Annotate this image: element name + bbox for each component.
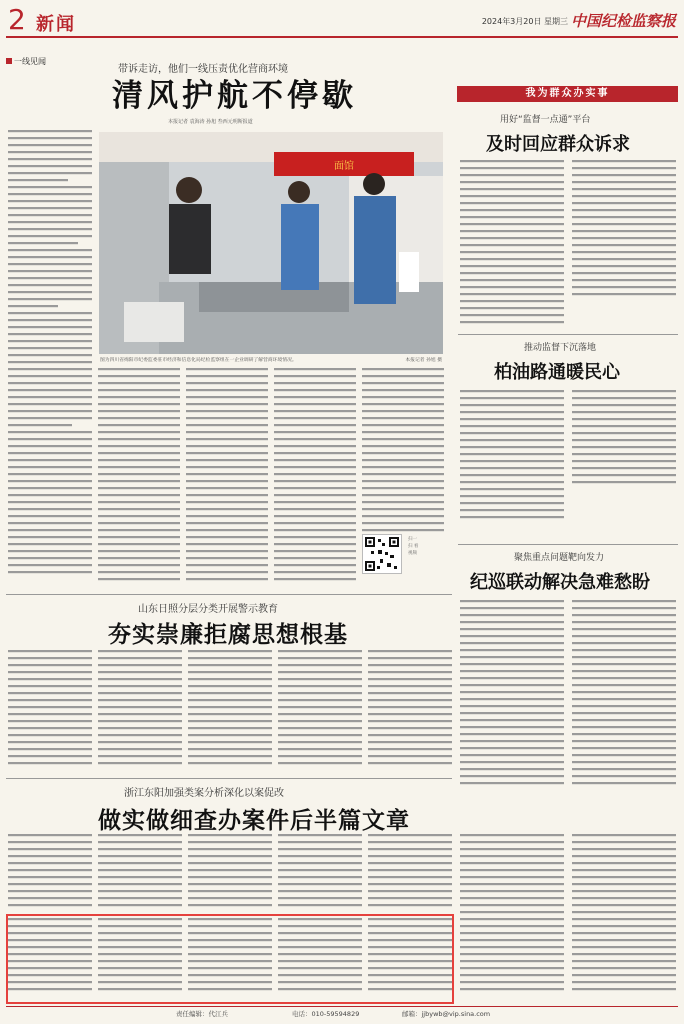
caption-credit: 本报记者 孙旭 摄	[405, 358, 442, 363]
column-tag	[6, 56, 46, 67]
text-column	[8, 130, 92, 580]
highlight-box	[6, 914, 454, 1004]
text-columns	[460, 600, 678, 800]
article-title: 柏油路通暖民心	[494, 362, 620, 383]
qr-code-graphic	[363, 535, 401, 573]
page-footer	[6, 1006, 678, 1020]
text-columns	[460, 160, 678, 330]
photo-sign: 面馆	[334, 161, 354, 172]
top-article-title: 清风护航不停歇	[112, 78, 357, 114]
text-lines-graphic	[460, 600, 678, 800]
page-header	[6, 4, 678, 38]
text-lines-graphic	[8, 650, 452, 774]
news-photo	[99, 132, 443, 354]
text-lines-graphic	[460, 390, 678, 526]
newspaper-logo: 中国纪检监察报	[570, 12, 676, 30]
right-column-banner: 我为群众办实事	[457, 86, 678, 102]
footer-email: 邮箱：jjbywb@vip.sina.com	[402, 1010, 491, 1018]
qr-caption: 扫一扫 看视频	[408, 537, 419, 556]
top-article-byline: 本报记者 袁海涛 孙旭 叁西元明斯报道	[168, 119, 253, 125]
divider	[458, 544, 678, 545]
bottom-article-subtitle: 浙江东阳加强类案分析深化以案促改	[124, 788, 284, 799]
article-subtitle: 聚焦重点问题靶向发力	[514, 553, 605, 563]
photo-caption	[100, 357, 442, 364]
divider	[6, 594, 452, 595]
footer-phone: 电话：010-59594829	[292, 1010, 360, 1018]
photo-illustration	[99, 132, 443, 354]
footer-editor: 责任编辑：代江兵	[176, 1010, 228, 1018]
text-lines-graphic	[8, 130, 92, 580]
article-subtitle: 推动监督下沉落地	[524, 343, 597, 353]
article-title: 及时回应群众诉求	[486, 134, 630, 155]
divider	[6, 778, 452, 779]
issue-date: 2024年3月20日 星期三	[481, 17, 568, 26]
page-number: 2	[8, 3, 26, 36]
article-subtitle: 用好“监督一点通”平台	[500, 115, 591, 125]
text-lines-graphic	[460, 160, 678, 330]
article-title: 纪巡联动解决急难愁盼	[470, 572, 650, 593]
square-icon	[6, 58, 12, 64]
text-columns	[8, 650, 452, 774]
column-tag-label: 一线见闻	[14, 57, 46, 66]
bottom-article-title: 做实做细查办案件后半篇文章	[98, 807, 410, 834]
qr-code[interactable]	[362, 534, 402, 574]
divider	[458, 334, 678, 335]
mid-article-subtitle: 山东日照分层分类开展警示教育	[138, 604, 278, 615]
text-columns	[460, 390, 678, 526]
top-article-subtitle: 带诉走访，他们一线压责优化营商环境	[118, 64, 288, 75]
mid-article-title: 夯实崇廉拒腐思想根基	[108, 621, 348, 648]
caption-text: 图为四川省绵阳市纪委监委驻市经济和信息化局纪检监察组在一企业调研了解营商环境情况。	[100, 358, 297, 363]
section-title: 新闻	[36, 14, 76, 35]
